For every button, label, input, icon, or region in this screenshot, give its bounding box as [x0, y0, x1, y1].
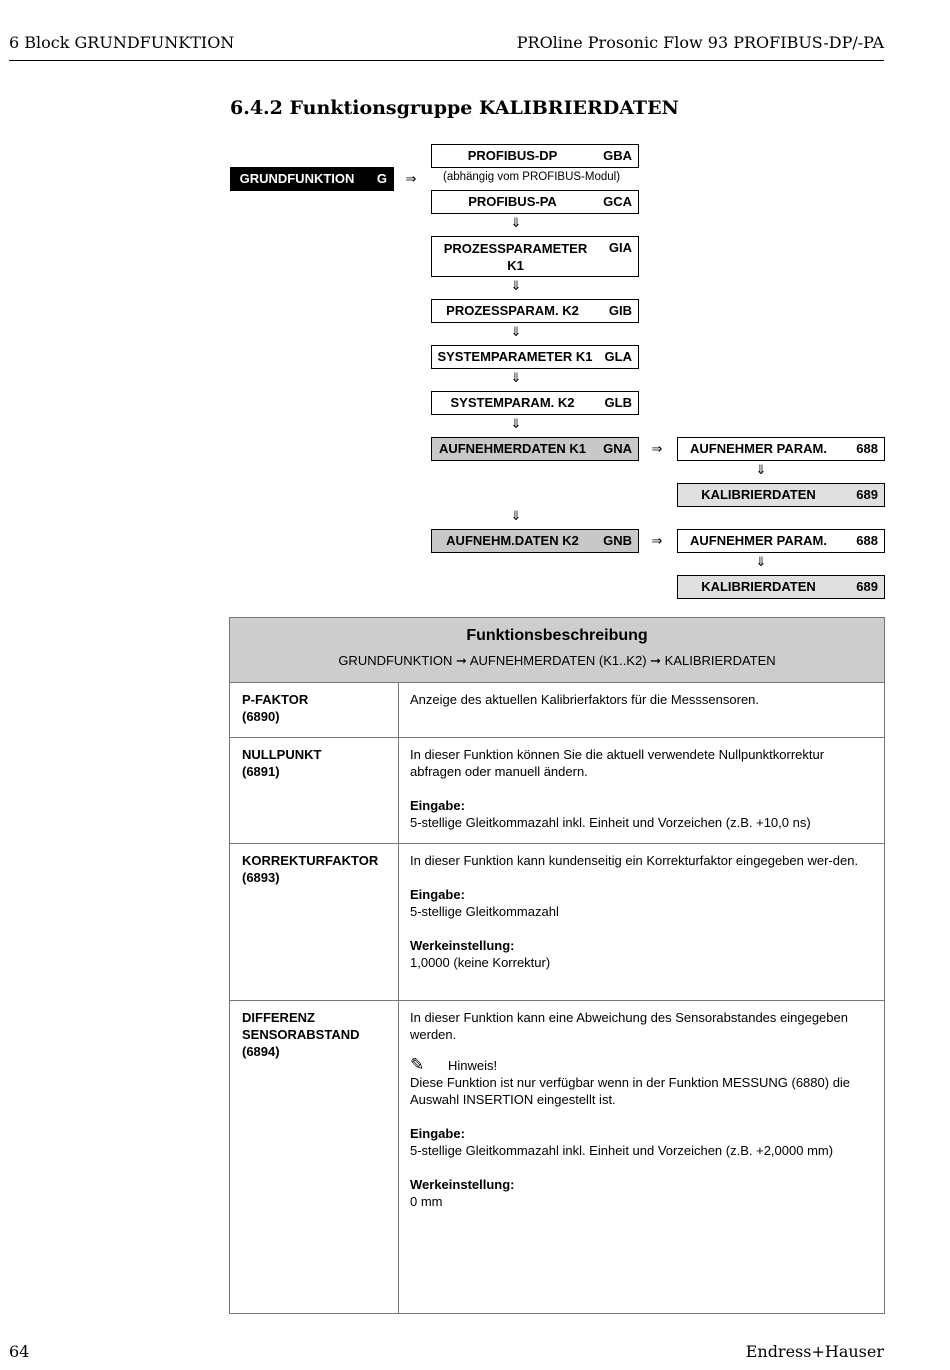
header-rule: [9, 60, 884, 61]
sub-code: 688: [856, 533, 878, 548]
input-label: Eingabe:: [410, 1126, 465, 1141]
module-note: (abhängig vom PROFIBUS-Modul): [443, 171, 621, 183]
row-divider: [230, 1000, 884, 1001]
function-description-table: [229, 617, 885, 1314]
arrow-right-icon: ⇒: [405, 171, 417, 186]
arrow-down-icon: ⇓: [510, 215, 522, 230]
group-code: GLB: [604, 395, 632, 410]
arrow-right-icon: ⇒: [651, 441, 663, 456]
row-name-p-faktor: [242, 691, 392, 725]
sub-box-aufnehmer-param-k1: [677, 437, 885, 461]
brand-logo-text: Endress+Hauser: [745, 1342, 884, 1361]
header-product: PROline Prosonic Flow 93 PROFIBUS-DP/-PA: [516, 33, 884, 52]
group-box-aufnehmerdaten-k1: [431, 437, 639, 461]
row-name-nullpunkt: [242, 746, 392, 780]
arrow-down-icon: ⇓: [510, 508, 522, 523]
group-label: PROFIBUS-PA: [468, 194, 557, 209]
arrow-down-icon: ⇓: [510, 324, 522, 339]
sub-box-kalibrierdaten-k1: [677, 483, 885, 507]
sub-box-kalibrierdaten-k2: [677, 575, 885, 599]
input-label: Eingabe:: [410, 887, 465, 902]
group-box-aufnehm-daten-k2: [431, 529, 639, 553]
group-box-prozessparameter-k1: [431, 236, 639, 277]
table-heading: Funktionsbeschreibung: [466, 627, 648, 644]
group-label: PROFIBUS-DP: [467, 148, 558, 163]
group-code: GNA: [603, 441, 632, 456]
page-number: 64: [9, 1342, 30, 1361]
group-box-prozessparam-k2: [431, 299, 639, 323]
arrow-right-icon: ⇒: [651, 533, 663, 548]
row-desc-nullpunkt: [410, 746, 875, 831]
sub-code: 689: [856, 579, 878, 594]
group-code: GNB: [603, 533, 632, 548]
group-code: GCA: [603, 194, 632, 209]
default-label: Werkeinstellung:: [410, 1177, 515, 1192]
table-path: GRUNDFUNKTION ➞ AUFNEHMERDATEN (K1..K2) ➞ KALIBRIERDATEN: [338, 653, 776, 668]
hint-text: Diese Funktion ist nur verfügbar wenn in der Funktion MESSUNG (6880) die Auswahl INSERTION eingestellt ist.: [410, 1075, 851, 1107]
sub-label: KALIBRIERDATEN: [701, 579, 816, 594]
row-name-differenz-sensorabstand: [242, 1009, 382, 1060]
row-name-korrekturfaktor: [242, 852, 392, 886]
sub-label: AUFNEHMER PARAM.: [690, 441, 827, 456]
description-text: In dieser Funktion kann kundenseitig ein Korrekturfaktor eingegeben wer-den.: [410, 853, 859, 868]
function-code: (6890): [242, 709, 280, 724]
sub-label: KALIBRIERDATEN: [701, 487, 816, 502]
sub-code: 689: [856, 487, 878, 502]
group-code: GIB: [608, 303, 632, 318]
pencil-icon: ✎: [410, 1055, 425, 1074]
sub-box-aufnehmer-param-k2: [677, 529, 885, 553]
description-text: In dieser Funktion können Sie die aktuell verwendete Nullpunktkorrektur abfragen oder manuell ändern.: [410, 747, 825, 779]
group-label: AUFNEHMERDATEN K1: [438, 441, 587, 456]
function-name: NULLPUNKT: [242, 747, 322, 762]
function-code: (6891): [242, 764, 280, 779]
row-desc-differenz-sensorabstand: [410, 1009, 875, 1210]
default-value: 1,0000 (keine Korrektur): [410, 955, 551, 970]
arrow-down-icon: ⇓: [510, 278, 522, 293]
input-value: 5-stellige Gleitkommazahl inkl. Einheit und Vorzeichen (z.B. +10,0 ns): [410, 815, 811, 830]
root-group-box: [230, 167, 394, 191]
group-label: SYSTEMPARAM. K2: [450, 395, 575, 410]
sub-label: AUFNEHMER PARAM.: [690, 533, 827, 548]
function-name: P-FAKTOR: [242, 692, 309, 707]
table-header: [230, 618, 884, 683]
root-group-label: GRUNDFUNKTION: [239, 171, 355, 186]
row-desc-korrekturfaktor: [410, 852, 875, 971]
group-label: PROZESSPARAM. K2: [446, 303, 579, 318]
arrow-down-icon: ⇓: [510, 370, 522, 385]
description-text: Anzeige des aktuellen Kalibrierfaktors für die Messsensoren.: [410, 692, 760, 707]
group-label: PROZESSPARAMETER K1: [443, 241, 588, 273]
row-divider: [230, 737, 884, 738]
section-title: 6.4.2 Funktionsgruppe KALIBRIERDATEN: [230, 97, 679, 119]
default-label: Werkeinstellung:: [410, 938, 515, 953]
group-box-profibus-pa: [431, 190, 639, 214]
column-divider: [398, 682, 399, 1313]
input-value: 5-stellige Gleitkommazahl inkl. Einheit und Vorzeichen (z.B. +2,0000 mm): [410, 1143, 834, 1158]
group-code: GLA: [604, 349, 632, 364]
group-label: AUFNEHM.DATEN K2: [446, 533, 579, 548]
group-box-profibus-dp: [431, 144, 639, 168]
function-code: (6894): [242, 1044, 280, 1059]
row-desc-p-faktor: [410, 691, 875, 725]
group-code: GIA: [608, 240, 632, 255]
group-box-systemparameter-k1: [431, 345, 639, 369]
sub-code: 688: [856, 441, 878, 456]
arrow-down-icon: ⇓: [755, 462, 767, 477]
group-code: GBA: [603, 148, 632, 163]
arrow-down-icon: ⇓: [510, 416, 522, 431]
default-value: 0 mm: [410, 1194, 443, 1209]
arrow-down-icon: ⇓: [755, 554, 767, 569]
header-chapter: 6 Block GRUNDFUNKTION: [9, 33, 235, 52]
input-label: Eingabe:: [410, 798, 465, 813]
function-name: DIFFERENZ SENSORABSTAND: [242, 1010, 360, 1042]
input-value: 5-stellige Gleitkommazahl: [410, 904, 559, 919]
group-label: SYSTEMPARAMETER K1: [437, 349, 593, 364]
group-box-systemparam-k2: [431, 391, 639, 415]
function-name: KORREKTURFAKTOR: [242, 853, 379, 868]
root-group-code: G: [376, 171, 387, 186]
hint-label: Hinweis!: [448, 1058, 498, 1073]
description-text: In dieser Funktion kann eine Abweichung des Sensorabstandes eingegeben werden.: [410, 1010, 848, 1042]
function-code: (6893): [242, 870, 280, 885]
row-divider: [230, 843, 884, 844]
